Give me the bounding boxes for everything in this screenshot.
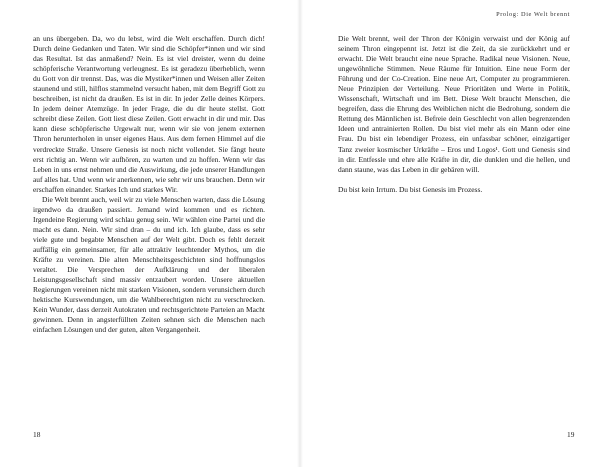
right-paragraph-1: Die Welt brennt, weil der Thron der Königin verwaist und der König auf seinem Thron eingepennt ist. Jetzt ist die Zeit, da sie zurückkehrt und er erwacht. Die Welt braucht eine neue Sprache. Radikal neue Visionen. Neue, ungewöhnliche Stimmen. Neue Räume für Intuition. Eine neue Form der Führung und der Co-Creation. Eine neue Art, Computer zu programmieren. Neue Prinzipien der Verteilung. Neue Prioritäten und Werte in Politik, Wissenschaft, Wirtschaft und im Bett. Diese Welt braucht Menschen, die begreifen, dass die Ehrung des Weiblichen nicht die Bedrohung, sondern die Rettung des Männlichen ist. Befreie dein Geschlecht von allen begrenzenden Ideen und antrainierten Rollen. Du bist viel mehr als ein Mann oder eine Frau. Du bist ein lebendiger Prozess, ein unfassbar schöner, einzigartiger Tanz zweier kosmischer Urkräfte – Eros und Logos¹. Gott und Genesis sind in dir. Entfessle und ehre alle Kräfte in dir, die dunklen und die hellen, und dann staune, was das Leben in dir gebären will.	[338, 34, 570, 174]
page-number-right: 19	[567, 430, 575, 439]
right-page	[300, 0, 600, 467]
left-paragraph-1: an uns übergeben. Da, wo du lebst, wird die Welt erschaffen. Durch dich! Durch deine Gedanken und Taten. Wir sind die Schöpfer*innen und wir sind das Resultat. Ist das anmaßend? Nein. Es ist viel dreister, wenn du deine schöpferische Verantwortung verleugnest. Es ist geradezu überheblich, wenn du Gott von dir trennst. Das, was die Mystiker*innen und Weisen aller Zeiten staunend und still, hilflos stammelnd versucht haben, mit dem Begriff Gott zu beschreiben, ist nicht da draußen. Es ist in dir. In jeder Zelle deines Körpers. In jedem deiner Atemzüge. In jeder Frage, die du dir heute stellst. Gott schreibt diese Zeilen. Gott liest diese Zeilen. Gott erwacht in dir und mir. Das kann diese schöpferische Urgewalt nur, wenn wir sie von jenem externen Thron herunterholen in unser eigenes Haus. Aus dem fernen Himmel auf die verdreckte Straße. Unsere Genesis ist noch nicht vollendet. Sie fängt heute erst richtig an. Wenn wir aufhören, zu warten und zu hoffen. Wenn wir das Leben in uns ernst nehmen und die Auswirkung, die jede unserer Handlungen auf alles hat. Und wenn wir anerkennen, wie sehr wir uns brauchen. Denn wir erschaffen einander. Starkes Ich und starkes Wir.	[33, 34, 265, 194]
left-page-body	[33, 34, 265, 335]
right-paragraph-2: Du bist kein Irrtum. Du bist Genesis im Prozess.	[338, 184, 483, 194]
left-paragraph-2: Die Welt brennt auch, weil wir zu viele Menschen warten, dass die Lösung irgendwo da draußen passiert. Jemand wird kommen und es richten. Irgendeine Regierung wird schlau genug sein. Wir wählen eine Partei und die macht es dann. Nein. Wir sind dran – du und ich. Ich glaube, dass es sehr viele gute und begabte Menschen auf der Welt gibt. Doch es fehlt derzeit auffällig ein gemeinsamer, für alle attraktiv leuchtender Mythos, um die Kräfte zu vereinen. Die alten Menschheitsgeschichten sind hoffnungslos veraltet. Die Versprechen der Aufklärung und der liberalen Leistungsgesellschaft sind massiv entzaubert worden. Unsere aktuellen Regierungen vereinen nicht mit starken Visionen, sondern verunsichern durch hektische Kurswendungen, um die Wahlberechtigten nicht zu verschrecken. Kein Wunder, dass derzeit Autokraten und rechtsgerichtete Parteien an Macht gewinnen. Denn in angsterfüllten Zeiten sehnen sich die Menschen nach einfachen Lösungen und der guten, alten Vergangenheit.	[33, 194, 265, 335]
page-number-left: 18	[33, 430, 41, 439]
running-head: Prolog: Die Welt brennt	[496, 11, 570, 18]
right-page-body	[338, 34, 570, 195]
